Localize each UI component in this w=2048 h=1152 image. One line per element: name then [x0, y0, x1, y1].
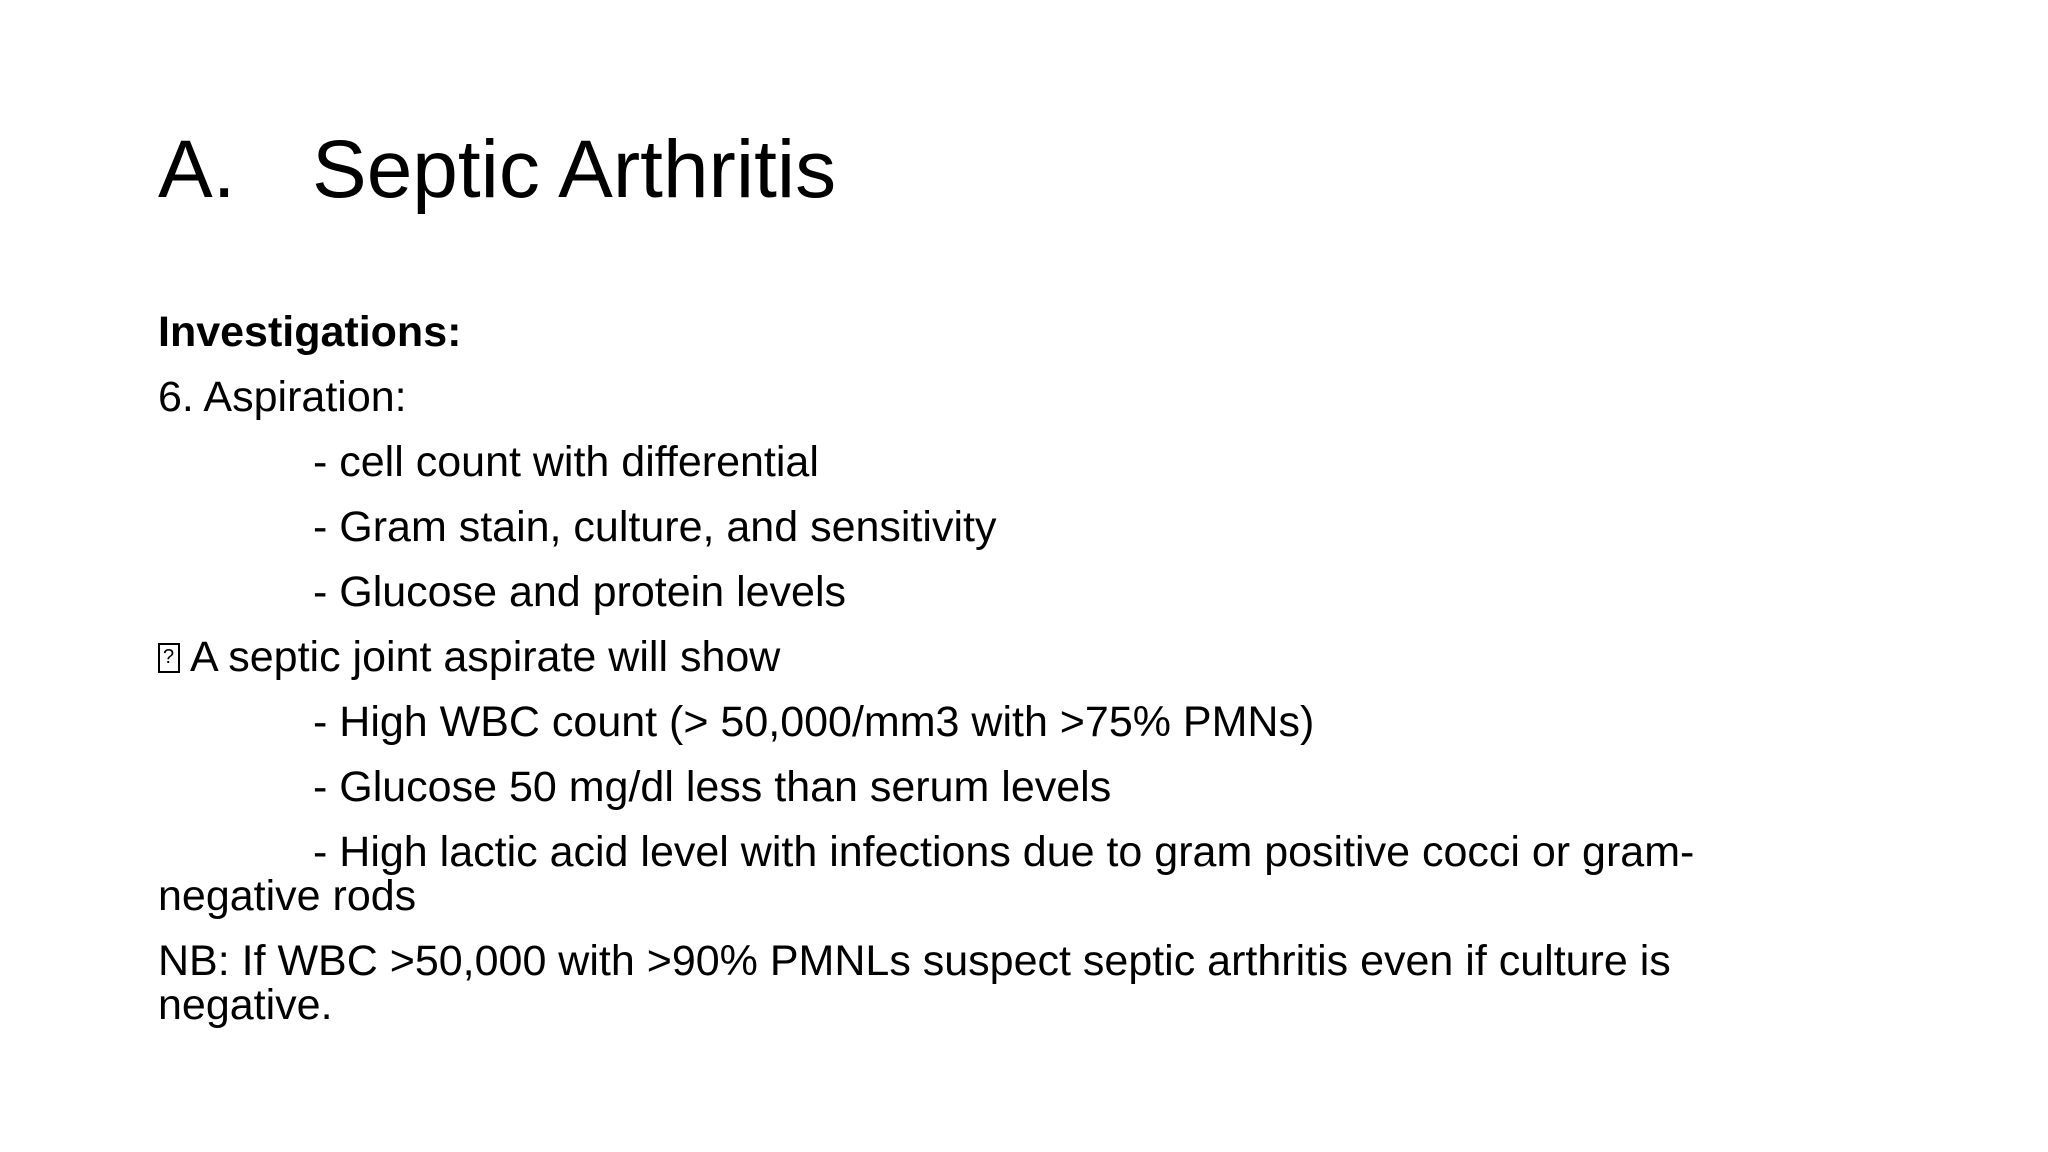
- nb-note: [158, 929, 1858, 1038]
- title-letter: A.: [158, 124, 236, 215]
- aspiration-item: - Gram stain, culture, and sensitivity: [313, 503, 997, 551]
- lactic-acid-item: [158, 820, 1858, 929]
- missing-glyph-box-icon: [158, 643, 180, 673]
- septic-intro-text: A septic joint aspirate will show: [190, 633, 781, 681]
- aspiration-item: - cell count with differential: [313, 438, 819, 486]
- investigations-heading: Investigations:: [158, 308, 462, 356]
- lactic-acid-line-1: - High lactic acid level with infections due to gram positive cocci or gram-: [313, 828, 1695, 876]
- septic-item: - High WBC count (> 50,000/mm3 with >75% PMNs): [313, 698, 1315, 746]
- aspiration-label: 6. Aspiration:: [158, 373, 407, 421]
- aspiration-item: - Glucose and protein levels: [313, 568, 847, 616]
- title-text: Septic Arthritis: [312, 124, 837, 215]
- septic-intro-line: [158, 625, 1858, 690]
- slide-title: [158, 120, 836, 220]
- slide-body: [158, 300, 1858, 1038]
- lactic-acid-line-2: negative rods: [158, 872, 417, 920]
- septic-item: - Glucose 50 mg/dl less than serum levels: [313, 763, 1112, 811]
- nb-note-line-1: NB: If WBC >50,000 with >90% PMNLs suspect septic arthritis even if culture is: [158, 937, 1671, 985]
- nb-note-line-2: negative.: [158, 981, 333, 1029]
